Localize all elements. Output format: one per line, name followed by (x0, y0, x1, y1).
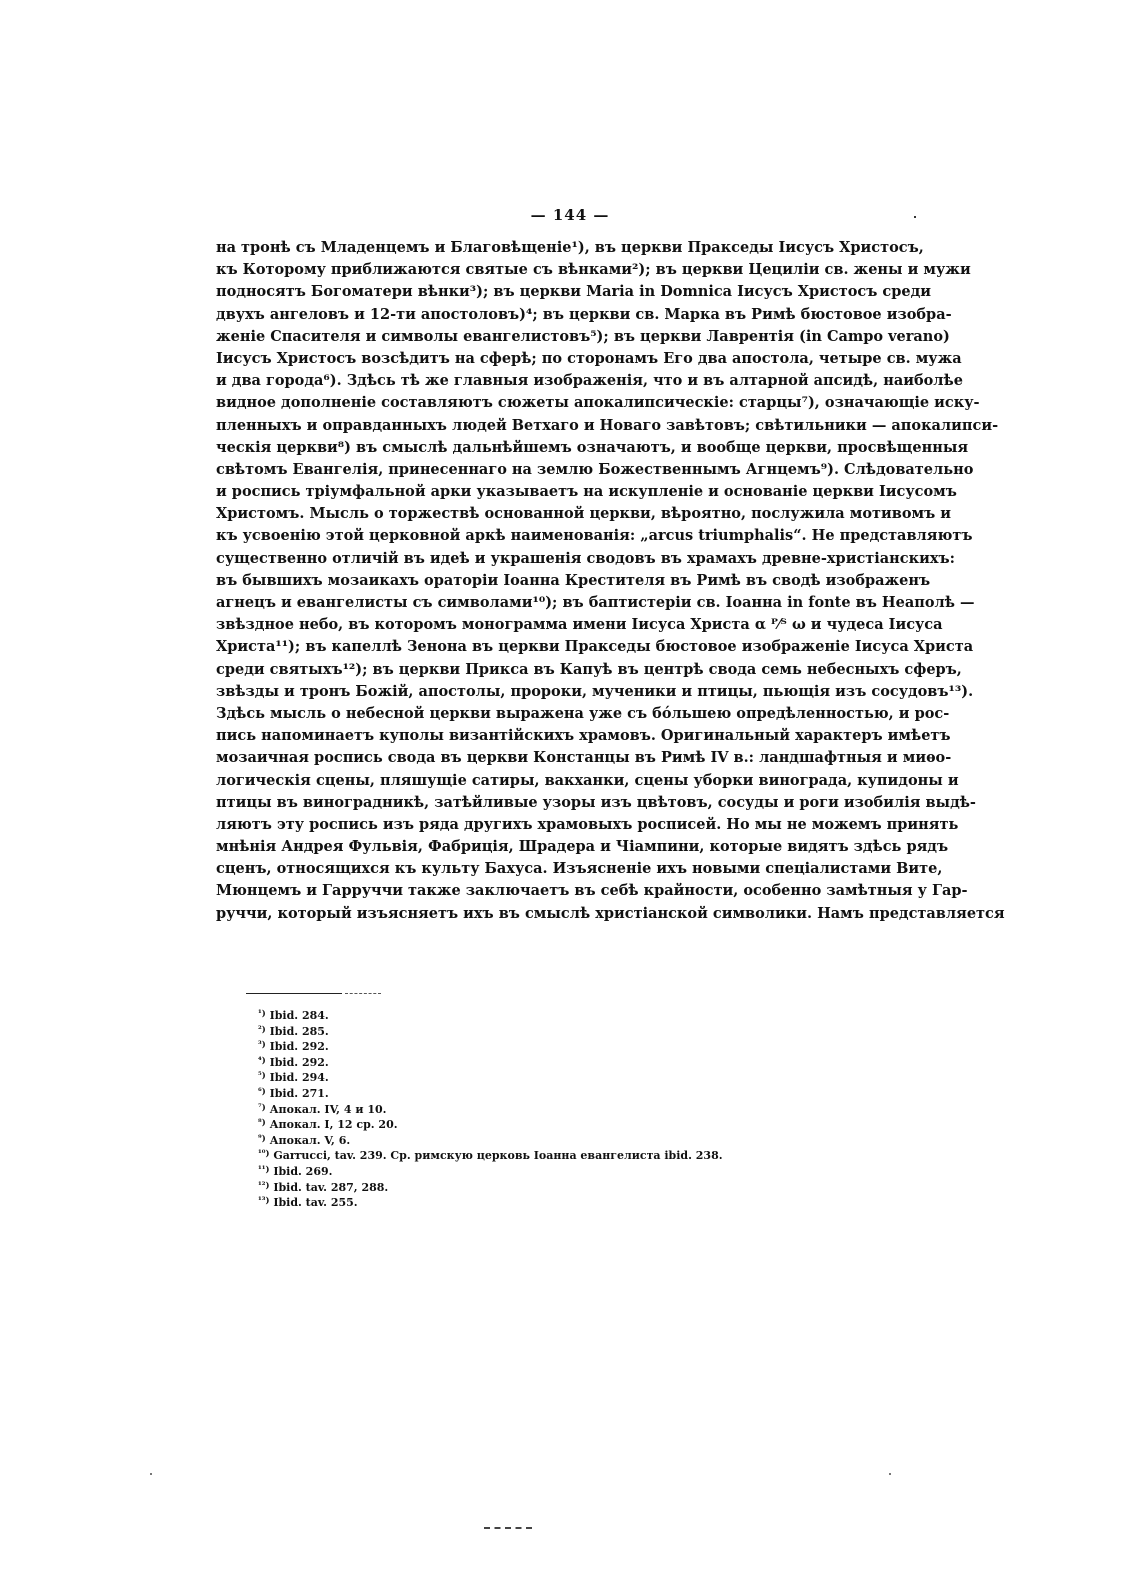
footnote-mark: ¹¹) (258, 1164, 270, 1175)
text-line: существенно отличій въ идеѣ и украшенія сводовъ въ храмахъ древне-христіанскихъ: (216, 549, 955, 567)
text-line: и два города⁶). Здѣсь тѣ же главныя изображенія, что и въ алтарной апсидѣ, наиболѣе (216, 372, 963, 390)
footnote (258, 1023, 723, 1039)
footnote-text: Ibid. 294. (269, 1071, 329, 1085)
footnote-text: Ibid. 269. (273, 1164, 333, 1178)
footnote-text: Ibid. 284. (269, 1009, 329, 1022)
footnote-text: Апокал. V, 6. (269, 1133, 351, 1147)
text-line: подносятъ Богоматери вѣнки³); въ церкви Maria in Domnica Іисусъ Христосъ среди (216, 283, 932, 301)
footnote (258, 1069, 723, 1085)
text-line: женіе Спасителя и символы евангелистовъ⁵); въ церкви Лаврентія (in Campo verano) (216, 327, 950, 345)
bottom-scan-mark (484, 1527, 532, 1531)
footnote (258, 1116, 723, 1132)
footnote-mark: ⁴) (258, 1055, 266, 1066)
footnote-text: Ibid. 271. (269, 1086, 329, 1100)
footnote (258, 1101, 723, 1117)
footnote-text: Апокал. IV, 4 и 10. (269, 1102, 387, 1116)
scan-speck (914, 216, 916, 218)
text-line: Христомъ. Мысль о торжествѣ основанной церкви, вѣроятно, послужила мотивомъ и (216, 505, 952, 523)
footnote (258, 1132, 723, 1148)
text-line: къ Которому приближаются святые съ вѣнками²); въ церкви Цециліи св. жены и мужи (216, 261, 971, 279)
footnote (258, 1179, 723, 1195)
scan-speck (889, 1473, 891, 1475)
text-line: звѣздное небо, въ которомъ монограмма имени Іисуса Христа α ᴾ⁄ᵀ ω и чудеса Іисуса (216, 616, 943, 634)
footnote-mark: ⁷) (258, 1102, 266, 1113)
footnote-text: Апокал. I, 12 ср. 20. (269, 1118, 398, 1132)
footnote-mark: ¹³) (258, 1196, 270, 1207)
text-line: ляютъ эту роспись изъ ряда другихъ храмовыхъ росписей. Но мы не можемъ принять (216, 815, 959, 833)
footnote (258, 1007, 723, 1023)
text-line: въ бывшихъ мозаикахъ ораторіи Іоанна Крестителя въ Римѣ въ сводѣ изображенъ (216, 571, 931, 589)
page-number: — 144 — (530, 206, 610, 224)
text-line: мнѣнія Андрея Фульвія, Фабриція, Шрадера и Чіампини, которые видятъ здѣсь рядъ (216, 838, 949, 856)
footnote-text: Ibid. tav. 287, 288. (273, 1180, 389, 1194)
text-line: Іисусъ Христосъ возсѣдитъ на сферѣ; по сторонамъ Его два апостола, четыре св. мужа (216, 349, 962, 367)
footnote (258, 1054, 723, 1070)
text-line: къ усвоенію этой церковной аркѣ наименованія: „arcus triumphalis“. Не представляютъ (216, 527, 973, 545)
footnote (258, 1194, 723, 1210)
text-line: мозаичная роспись свода въ церкви Констанцы въ Римѣ IV в.: ландшафтныя и миѳо- (216, 749, 952, 767)
text-line: пись напоминаетъ куполы византійскихъ храмовъ. Оригинальный характеръ имѣетъ (216, 727, 951, 745)
footnote-mark: ²) (258, 1024, 266, 1035)
text-line: агнецъ и евангелисты съ символами¹⁰); въ баптистеріи св. Іоанна in fonte въ Неаполѣ — (216, 594, 975, 611)
footnote (258, 1163, 723, 1179)
body-text (216, 237, 1005, 925)
text-line: среди святыхъ¹²); въ церкви Прикса въ Капуѣ въ центрѣ свода семь небесныхъ сферъ, (216, 660, 962, 678)
footnote-mark: ¹) (258, 1009, 266, 1019)
text-line: сценъ, относящихся къ культу Бахуса. Изъясненіе ихъ новыми спеціалистами Вите, (216, 860, 943, 878)
footnote (258, 1085, 723, 1101)
text-line: Мюнцемъ и Гарруччи также заключаетъ въ себѣ крайности, особенно замѣтныя у Гар- (216, 882, 968, 900)
footnote-mark: ¹⁰) (258, 1149, 270, 1160)
footnotes (258, 1007, 723, 1210)
text-line: двухъ ангеловъ и 12-ти апостоловъ)⁴; въ церкви св. Марка въ Римѣ бюстовое изобра- (216, 305, 952, 323)
footnote-rule (246, 993, 342, 994)
footnote-text: Ibid. 285. (269, 1024, 329, 1038)
footnote-text: Ibid. tav. 255. (273, 1196, 358, 1210)
footnote-rule-tail (345, 993, 381, 994)
text-line: пленныхъ и оправданныхъ людей Ветхаго и Новаго завѣтовъ; свѣтильники — апокалипси- (216, 416, 999, 434)
text-line: свѣтомъ Евангелія, принесеннаго на землю Божественнымъ Агнцемъ⁹). Слѣдовательно (216, 460, 974, 478)
footnote-text: Ibid. 292. (269, 1040, 329, 1054)
footnote-mark: ⁶) (258, 1086, 266, 1097)
text-line: птицы въ виноградникѣ, затѣйливые узоры изъ цвѣтовъ, сосуды и роги изобилія выдѣ- (216, 793, 976, 811)
text-line: видное дополненіе составляютъ сюжеты апокалипсическіе: старцы⁷), означающіе иску- (216, 394, 980, 412)
footnote-mark: ¹²) (258, 1180, 270, 1191)
footnote (258, 1147, 723, 1163)
footnote-mark: ⁵) (258, 1071, 266, 1082)
footnote-text: Garrucci, tav. 239. Ср. римскую церковь Іоанна евангелиста ibid. 238. (273, 1149, 723, 1163)
footnote (258, 1038, 723, 1054)
footnote-text: Ibid. 292. (269, 1055, 329, 1069)
text-line: Христа¹¹); въ капеллѣ Зенона въ церкви Пракседы бюстовое изображеніе Іисуса Христа (216, 638, 974, 656)
footnote-mark: ³) (258, 1040, 266, 1051)
scan-speck (150, 1473, 152, 1475)
text-line: звѣзды и тронъ Божій, апостолы, пророки, мученики и птицы, пьющія изъ сосудовъ¹³). (216, 682, 974, 700)
text-line: Здѣсь мысль о небесной церкви выражена уже съ бóльшею опредѣленностью, и рос- (216, 704, 950, 722)
text-line: на тронѣ съ Младенцемъ и Благовѣщеніе¹), въ церкви Пракседы Іисусъ Христосъ, (216, 239, 924, 256)
text-line: руччи, который изъясняетъ ихъ въ смыслѣ христіанской символики. Намъ представляется (216, 904, 1005, 922)
footnote-mark: ⁹) (258, 1133, 266, 1144)
text-line: и роспись тріумфальной арки указываетъ на искупленіе и основаніе церкви Іисусомъ (216, 483, 957, 501)
text-line: логическія сцены, пляшущіе сатиры, вакханки, сцены уборки винограда, купидоны и (216, 771, 959, 789)
text-line: ческія церкви⁸) въ смыслѣ дальнѣйшемъ означаютъ, и вообще церкви, просвѣщенныя (216, 438, 969, 456)
footnote-mark: ⁸) (258, 1118, 266, 1129)
